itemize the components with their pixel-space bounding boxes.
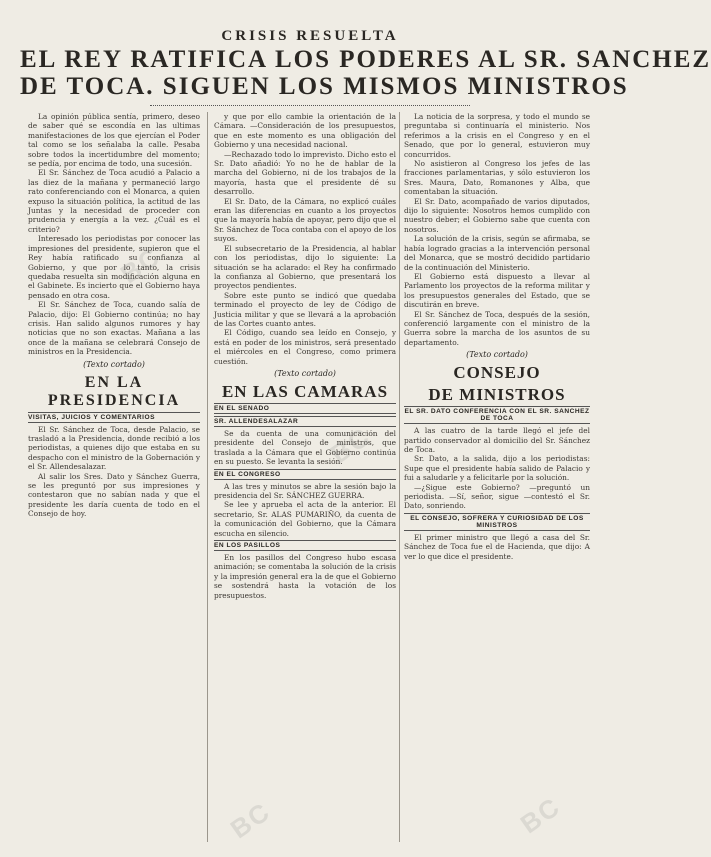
section-heading-consejo: CONSEJO [453, 363, 541, 383]
section-heading-camaras: EN LAS CAMARAS [221, 381, 389, 401]
paragraph: El Código, cuando sea leído en Consejo, y está en poder de los ministros, será presentado el miércoles en el Congreso, como primera cuestión. [214, 328, 396, 366]
ornament: (Texto cortado) [83, 359, 145, 369]
subheading-dato-conferencia: EL SR. DATO CONFERENCIA CON EL SR. SANCHEZ DE TOCA [404, 408, 590, 423]
watermark: BC [224, 795, 277, 845]
paragraph: No asistieron al Congreso los jefes de las fracciones parlamentarias, y sólo estuvieron los Sres. Maura, Dato, Romanones y Alba, que comentaban la situación. [404, 159, 590, 197]
paragraph: La opinión pública sentía, primero, deseo de saber qué se escondía en las ultimas manifestaciones de los que ejercían el Poder tal como se los señalaba la calle. Pesaba sobre todos la incertidumbre del momento; se pedía, por encima de todo, una sucesión. [28, 112, 200, 169]
watermark: BC [514, 790, 567, 840]
subheading-congreso: EN EL CONGRESO [214, 469, 396, 480]
paragraph: El Sr. Sánchez de Toca, desde Palacio, se trasladó a la Presidencia, donde recibió a los periodistas, a quienes dijo que estaba en su despacho con el ministro de la Gobernación y el Sr. Allendesalazar. [28, 424, 200, 472]
paragraph: El Sr. Sánchez de Toca acudió a Palacio a las diez de la mañana y permaneció largo rato conferenciando con el Monarca, a quien expuso la situación política, la actitud de las Juntas y la necesidad de proceder con prudencia y energía a la vez. ¿Cuál es el criterio? [28, 168, 200, 234]
paragraph: y que por ello cambie la orientación de la Cámara. —Consideración de los presupuestos, que en este momento es una obligación del Gobierno y una necesidad nacional. [214, 112, 396, 150]
paragraph: Se da cuenta de una comunicación del presidente del Consejo de ministros, que traslada a la Cámara que el Gobierno continúa en su puesto. Se levanta la sesión. [214, 428, 396, 467]
kicker: CRISIS RESUELTA [221, 28, 399, 44]
headline-line-1: EL REY RATIFICA LOS PODERES AL SR. SANCHEZ [20, 46, 711, 73]
subheading-senado: EN EL SENADO [214, 403, 396, 414]
column-2 [214, 112, 396, 842]
paragraph: El primer ministro que llegó a casa del Sr. Sánchez de Toca fue el de Hacienda, que dijo: A ver lo que dice el presidente. [404, 532, 590, 561]
paragraph: —¿Sigue este Gobierno? —preguntó un periodista. —Sí, señor, sigue —contestó el Sr. Dato, sonriendo. [404, 482, 590, 511]
watermark: BC [324, 420, 377, 470]
section-heading-ministros: DE MINISTROS [428, 385, 566, 405]
subheading-allendesalazar: SR. ALLENDESALAZAR [214, 416, 396, 427]
paragraph: Sr. Dato, a la salida, dijo a los periodistas: Supe que el presidente había salido de Palacio y fui a saludarle y a felicitarle por la solución. [404, 454, 590, 483]
subheading: VISITAS, JUICIOS Y COMENTARIOS [28, 412, 200, 423]
paragraph: Al salir los Sres. Dato y Sánchez Guerra, se les preguntó por sus impresiones y contestaron que no sabían nada y que el presidente les daría cuenta de todo en el Consejo de hoy. [28, 471, 200, 519]
paragraph: El Gobierno está dispuesto a llevar al Parlamento los proyectos de la reforma militar y los presupuestos generales del Estado, que se discutirán en breve. [404, 271, 590, 310]
subheading-consejo-ministros: EL CONSEJO, SOFRERA Y CURIOSIDAD DE LOS MINISTROS [404, 513, 590, 531]
paragraph: La solución de la crisis, según se afirmaba, se había logrado gracias a la intervención personal del Monarca, que se mostró decidido partidario de la continuación del Ministerio. [404, 234, 590, 272]
paragraph: El Sr. Dato, de la Cámara, no explicó cuáles eran las diferencias en cuanto a los proyectos que la mayoría había de apoyar, pero dijo que el Sr. Sánchez de Toca contaba con el apoyo de los suyos. [214, 196, 396, 244]
paragraph: Se lee y aprueba el acta de la anterior. El secretario, Sr. ALAS PUMARIÑO, da cuenta de la comunicación del Gobierno, que la Cámara escucha en silencio. [214, 500, 396, 538]
paragraph: El Sr. Sánchez de Toca, cuando salía de Palacio, dijo: El Gobierno continúa; no hay crisis. Han salido algunos rumores y hay noticias que no son exactas. Mañana a las once de la mañana se celebrará Consejo de ministros en la Presidencia. [28, 300, 200, 357]
paragraph: El subsecretario de la Presidencia, al hablar con los periodistas, dijo lo siguiente: La situación se ha aclarado: el Rey ha confirmado la confianza al Gobierno, que presentará los proyectos pendientes. [214, 243, 396, 291]
subheading-pasillos: EN LOS PASILLOS [214, 540, 396, 551]
paragraph: Interesado los periodistas por conocer las impresiones del presidente, supieron que el Rey había ratificado su confianza al Gobierno, y que por lo tanto, la crisis quedaba resuelta sin modificación alguna en el Gabinete. Es incierto que el Gobierno haya pensado en otra cosa. [28, 234, 200, 300]
paragraph: —Rechazado todo lo imprevisto. Dicho esto el Sr. Dato añadió: Yo no he de hablar de la marcha del Gobierno, ni de los trabajos de la mayoría, hasta que el presidente dé su desarrollo. [214, 149, 396, 197]
ornament: (Texto cortado) [274, 368, 336, 378]
ornament: (Texto cortado) [466, 350, 528, 360]
watermark: BC [114, 240, 167, 290]
column-3 [404, 112, 590, 842]
headline-line-2: DE TOCA. SIGUEN LOS MISMOS MINISTROS [20, 73, 629, 100]
column-1 [28, 112, 200, 842]
top-rule [150, 105, 470, 106]
paragraph: Sobre este punto se indicó que quedaba terminado el proyecto de ley de Código de Justicia militar y que se llevará a la aprobación de las Cortes cuanto antes. [214, 290, 396, 328]
section-heading-presidencia: EN LA PRESIDENCIA [47, 373, 181, 409]
column-divider [399, 112, 400, 842]
paragraph: En los pasillos del Congreso hubo escasa animación; se comentaba la solución de la crisis y la impresión general era la de que el Gobierno se sostendrá hasta la votación de los presupuestos. [214, 553, 396, 600]
paragraph: A las cuatro de la tarde llegó el jefe del partido conservador al domicilio del Sr. Sánchez de Toca. [404, 426, 590, 454]
paragraph: A las tres y minutos se abre la sesión bajo la presidencia del Sr. SÁNCHEZ GUERRA. [214, 481, 396, 500]
paragraph: El Sr. Sánchez de Toca, después de la sesión, conferenció largamente con el ministro de la Guerra sobre la marcha de los asuntos de su departamento. [404, 309, 590, 347]
paragraph: El Sr. Dato, acompañado de varios diputados, dijo lo siguiente: Nosotros hemos cumplido con nuestro deber; el Gobierno sabe que cuenta con nosotros. [404, 196, 590, 234]
column-divider [207, 112, 208, 842]
paragraph: La noticia de la sorpresa, y todo el mundo se preguntaba si continuaría el ministerio. Nos referimos a la crisis en el Congreso y en el Senado, que por lo general, estuvieron muy concurridos. [404, 112, 590, 159]
